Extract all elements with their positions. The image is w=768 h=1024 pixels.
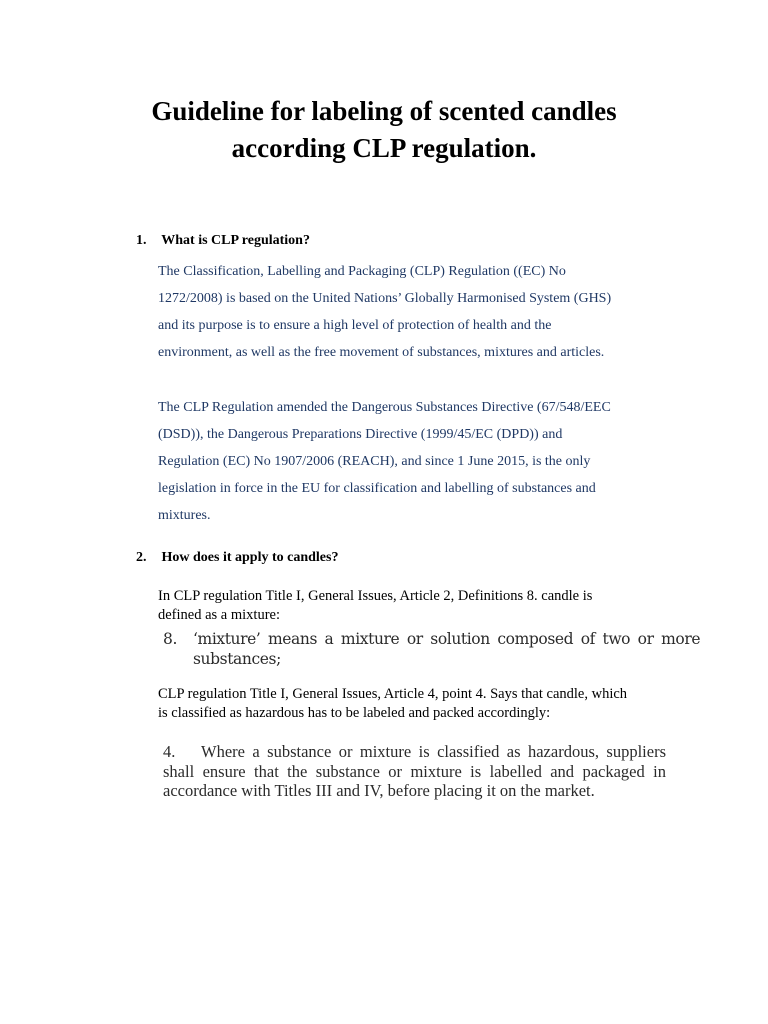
quote-line: shall ensure that the substance or mixture is labelled and packaged in: [163, 761, 666, 781]
quote-line: substances;: [193, 650, 281, 668]
section-1-paragraph-1: [158, 258, 678, 366]
paragraph-line: (DSD)), the Dangerous Preparations Directive (1999/45/EC (DPD)) and: [158, 427, 563, 442]
paragraph-line: The Classification, Labelling and Packaging (CLP) Regulation ((EC) No: [158, 264, 566, 279]
paragraph-line: legislation in force in the EU for classification and labelling of substances and: [158, 481, 596, 496]
quote-line: ‘mixture’ means a mixture or solution composed of two or more: [193, 630, 701, 648]
section-heading-text: How does it apply to candles?: [161, 550, 339, 565]
paragraph-line: 1272/2008) is based on the United Nations’ Globally Harmonised System (GHS): [158, 291, 612, 306]
paragraph-line: is classified as hazardous has to be labeled and packed accordingly:: [158, 705, 551, 721]
section-heading-text: What is CLP regulation?: [161, 233, 310, 248]
quote-line-text: Where a substance or mixture is classified as hazardous, suppliers: [201, 742, 666, 761]
paragraph-line: CLP regulation Title I, General Issues, Article 4, point 4. Says that candle, which: [158, 686, 628, 702]
paragraph-line: In CLP regulation Title I, General Issues, Article 2, Definitions 8. candle is: [158, 588, 593, 604]
title-line: Guideline for labeling of scented candles: [151, 96, 617, 126]
paragraph-line: environment, as well as the free movement of substances, mixtures and articles.: [158, 345, 605, 360]
title-line: according CLP regulation.: [231, 133, 537, 163]
paragraph-line: mixtures.: [158, 508, 211, 523]
quote-line: [163, 742, 666, 762]
section-number: 2.: [136, 550, 147, 565]
page-title: [0, 93, 768, 167]
section-1-heading: [136, 232, 310, 250]
quote-number: 8.: [163, 630, 177, 648]
paragraph-line: Regulation (EC) No 1907/2006 (REACH), and since 1 June 2015, is the only: [158, 454, 591, 469]
section-2-intro: [158, 587, 678, 625]
section-2-paragraph-2: [158, 685, 678, 723]
paragraph-line: The CLP Regulation amended the Dangerous Substances Directive (67/548/EEC: [158, 400, 611, 415]
section-1-paragraph-2: [158, 394, 678, 529]
paragraph-line: and its purpose is to ensure a high level of protection of health and the: [158, 318, 552, 333]
section-number: 1.: [136, 233, 147, 248]
section-2-heading: [136, 549, 338, 567]
quote-line: accordance with Titles III and IV, before placing it on the market.: [163, 781, 595, 800]
paragraph-line: defined as a mixture:: [158, 607, 280, 623]
quote-article-4: [163, 742, 666, 801]
quote-number: 4.: [163, 742, 176, 761]
